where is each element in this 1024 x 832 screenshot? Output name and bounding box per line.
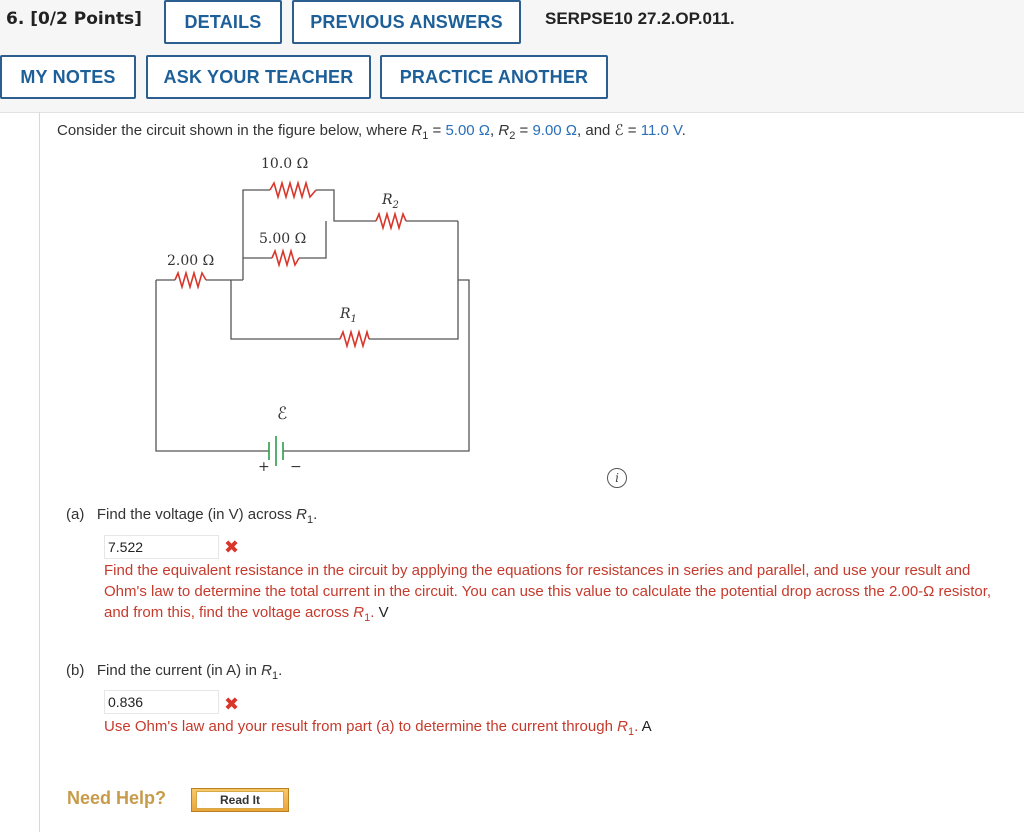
resistor-r1 — [340, 332, 369, 346]
problem-code: SERPSE10 27.2.OP.011. — [545, 9, 735, 28]
part-a-question: (a) Find the voltage (in V) across $R_1$. — [66, 506, 318, 526]
label-plus: + — [258, 459, 270, 475]
label-minus: − — [290, 459, 302, 475]
incorrect-icon: ✖ — [224, 537, 240, 558]
question-header — [0, 0, 1024, 113]
part-b-answer-field[interactable]: 0.836 — [104, 690, 219, 714]
part-a-answer-field[interactable]: 7.522 — [104, 535, 219, 559]
problem-statement: Consider the circuit shown in the figure below, where $R_1 = 5.00$ Ω, $R_2 = 9.00$ Ω, and ℰ = 11.0 V. — [57, 122, 686, 142]
ask-your-teacher-button[interactable]: ASK YOUR TEACHER — [146, 55, 371, 99]
label-5ohm: 5.00 Ω — [259, 231, 307, 247]
resistor-2ohm — [175, 273, 206, 287]
circuit-diagram — [150, 148, 480, 478]
resistor-r2 — [376, 214, 406, 228]
battery-symbol — [269, 436, 283, 466]
part-b-question: (b) Find the current (in A) in $R_1$. — [66, 662, 283, 682]
label-r1: $R_1$ — [340, 306, 357, 325]
practice-another-button[interactable]: PRACTICE ANOTHER — [380, 55, 608, 99]
emf-value: 11.0 V — [640, 122, 682, 139]
left-margin-rule — [39, 112, 40, 832]
resistor-5ohm — [272, 251, 299, 265]
label-2ohm: 2.00 Ω — [167, 253, 215, 269]
part-a-unit: V — [378, 604, 389, 621]
circuit-wires — [156, 190, 469, 451]
part-b-feedback: Use Ohm's law and your result from part (a) to determine the current through $R_1$. A — [104, 718, 652, 738]
read-it-button[interactable]: Read It — [191, 788, 289, 812]
label-emf: ℰ — [277, 404, 288, 424]
r2-value: 9.00 Ω — [532, 122, 578, 139]
label-r2: $R_2$ — [382, 192, 399, 211]
question-points-label: 6. [0/2 Points] — [6, 9, 142, 29]
part-a-feedback: Find the equivalent resistance in the circuit by applying the equations for resistances in series and parallel, and use your result and Ohm's law to determine the total current in the circuit. You can use this value to calculate the potential drop across the 2.00-Ω resistor, and from this, find the voltage across $R_1$. V — [104, 562, 992, 624]
previous-answers-button[interactable]: PREVIOUS ANSWERS — [292, 0, 521, 44]
my-notes-button[interactable]: MY NOTES — [0, 55, 136, 99]
resistor-10ohm — [270, 183, 316, 197]
label-10ohm: 10.0 Ω — [261, 156, 309, 172]
part-b-unit: A — [641, 718, 652, 735]
details-button[interactable]: DETAILS — [164, 0, 282, 44]
r1-value: 5.00 Ω — [445, 122, 491, 139]
need-help-label: Need Help? — [67, 788, 167, 808]
info-icon[interactable]: i — [607, 468, 627, 488]
incorrect-icon: ✖ — [224, 694, 240, 715]
